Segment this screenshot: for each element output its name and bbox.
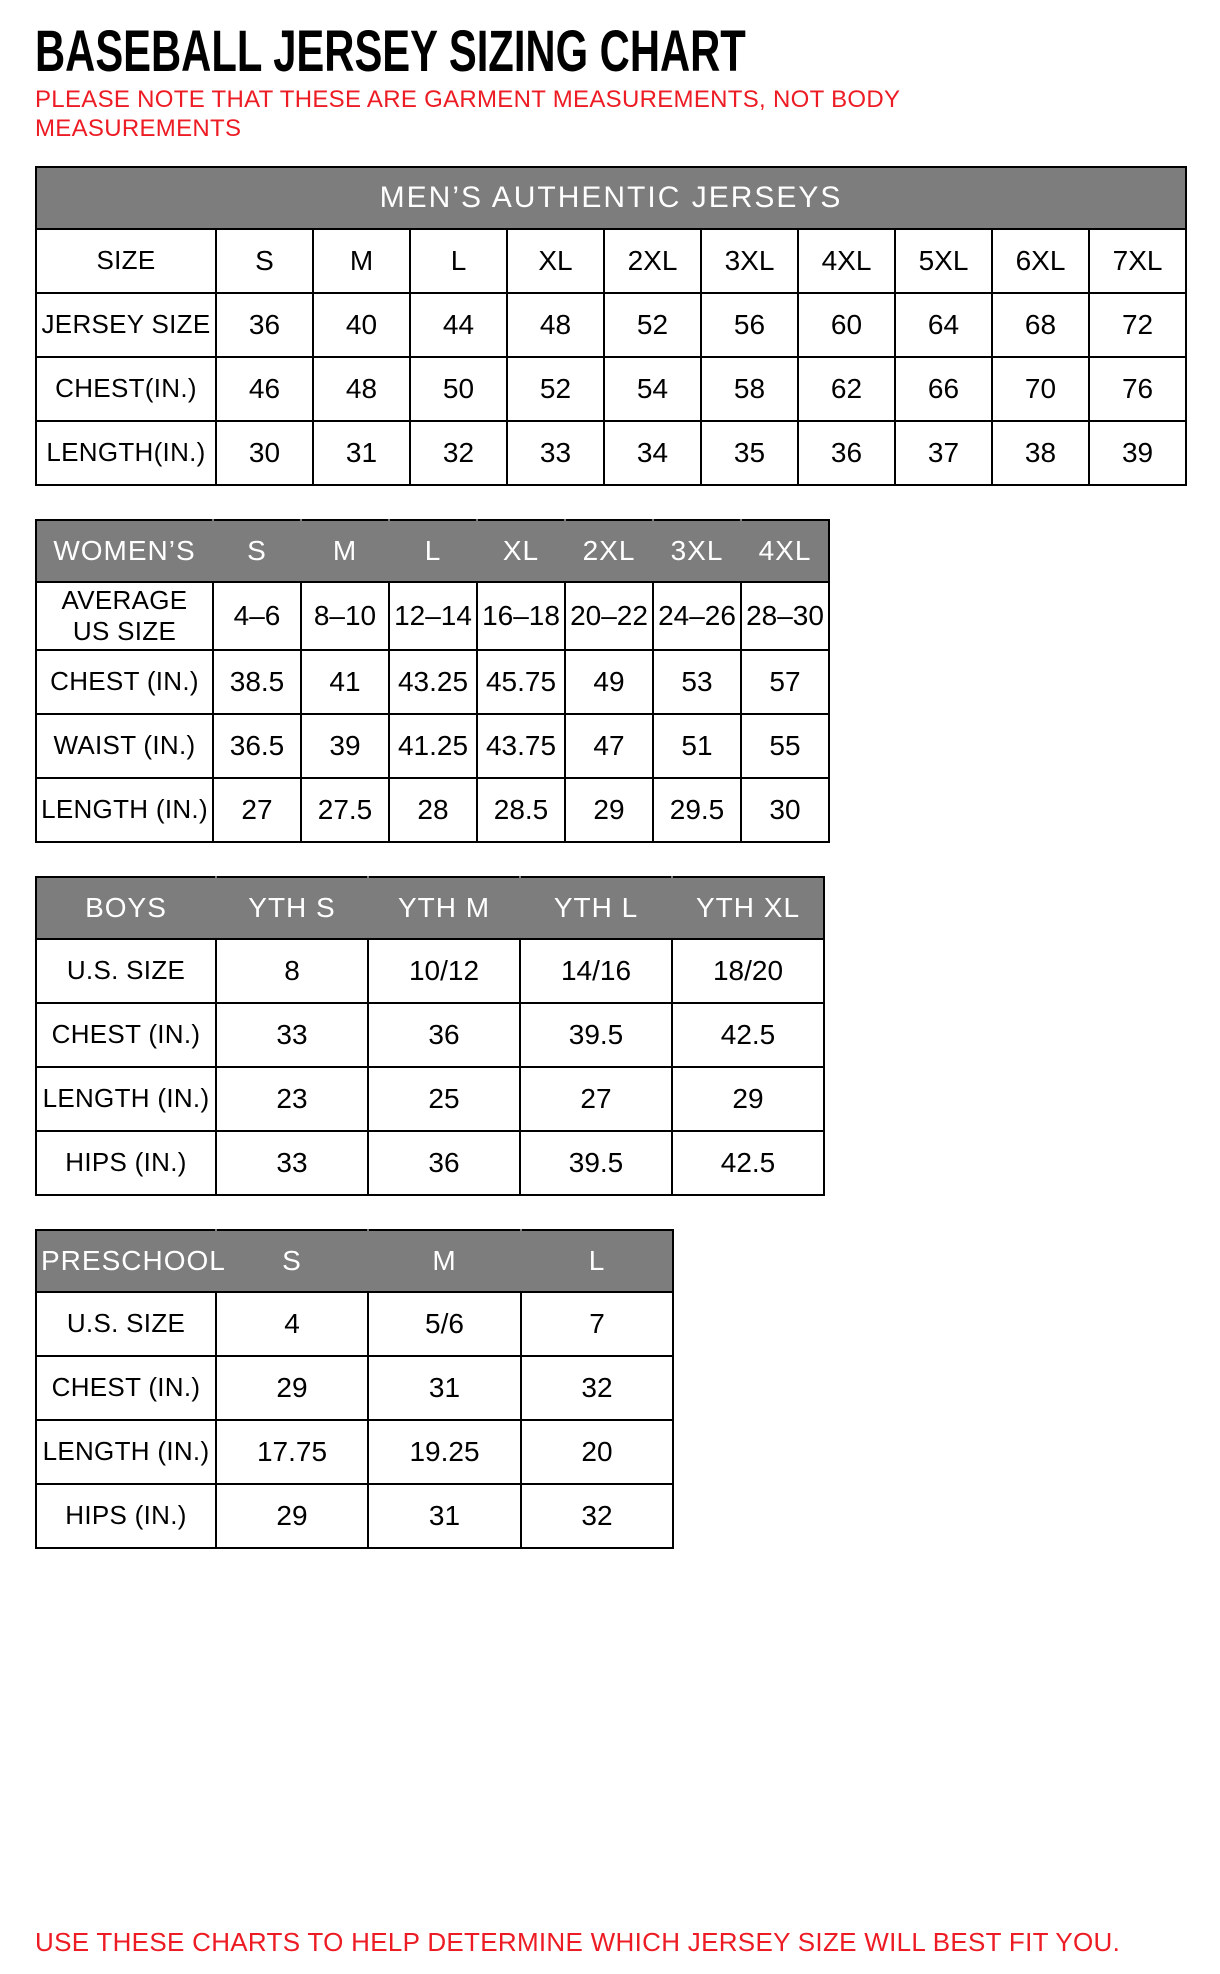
table-cell: 39	[301, 714, 389, 778]
table-cell: 4XL	[798, 229, 895, 293]
table-cell: 36	[368, 1131, 520, 1195]
table-cell: 53	[653, 650, 741, 714]
table-cell: 5XL	[895, 229, 992, 293]
table-cell: 38	[992, 421, 1089, 485]
table-row-size	[36, 229, 1186, 293]
table-header-row	[36, 520, 829, 582]
mens-table-title: MEN’S AUTHENTIC JERSEYS	[36, 167, 1186, 229]
table-row-chest	[36, 357, 1186, 421]
size-header-cell: YTH M	[368, 877, 520, 939]
table-row-average-us-size	[36, 582, 829, 650]
table-cell: 33	[216, 1131, 368, 1195]
table-cell: 32	[521, 1484, 673, 1548]
table-row-length	[36, 421, 1186, 485]
size-header-cell: 3XL	[653, 520, 741, 582]
table-cell: 31	[368, 1356, 521, 1420]
table-cell: 28	[389, 778, 477, 842]
table-cell: 23	[216, 1067, 368, 1131]
row-label: SIZE	[36, 229, 216, 293]
table-cell: 24–26	[653, 582, 741, 650]
row-label: HIPS (IN.)	[36, 1131, 216, 1195]
table-cell: 39.5	[520, 1131, 672, 1195]
row-label: AVERAGE US SIZE	[36, 582, 213, 650]
table-cell: 42.5	[672, 1003, 824, 1067]
row-label: CHEST (IN.)	[36, 1003, 216, 1067]
table-cell: 19.25	[368, 1420, 521, 1484]
table-row-chest	[36, 650, 829, 714]
size-header-cell: M	[301, 520, 389, 582]
table-cell: 33	[507, 421, 604, 485]
table-cell: L	[410, 229, 507, 293]
boys-table-title: BOYS	[36, 877, 216, 939]
row-label: CHEST(IN.)	[36, 357, 216, 421]
table-cell: 38.5	[213, 650, 301, 714]
table-cell: 29	[565, 778, 653, 842]
table-cell: 8–10	[301, 582, 389, 650]
size-header-cell: S	[216, 1230, 368, 1292]
table-cell: 54	[604, 357, 701, 421]
table-cell: 29	[216, 1484, 368, 1548]
table-cell: 28.5	[477, 778, 565, 842]
size-header-cell: L	[389, 520, 477, 582]
table-cell: 7	[521, 1292, 673, 1356]
table-row-length	[36, 1420, 673, 1484]
row-label: WAIST (IN.)	[36, 714, 213, 778]
table-row-length	[36, 778, 829, 842]
table-cell: 64	[895, 293, 992, 357]
womens-table-title: WOMEN’S	[36, 520, 213, 582]
page-title: BASEBALL JERSEY SIZING CHART	[35, 19, 746, 84]
table-cell: 8	[216, 939, 368, 1003]
table-cell: 43.75	[477, 714, 565, 778]
table-cell: 40	[313, 293, 410, 357]
table-cell: 39	[1089, 421, 1186, 485]
table-cell: 56	[701, 293, 798, 357]
womens-jerseys-table	[35, 519, 830, 843]
table-cell: 62	[798, 357, 895, 421]
table-cell: 30	[216, 421, 313, 485]
table-cell: 52	[604, 293, 701, 357]
table-cell: XL	[507, 229, 604, 293]
table-cell: 17.75	[216, 1420, 368, 1484]
table-row-jersey-size	[36, 293, 1186, 357]
row-label: U.S. SIZE	[36, 1292, 216, 1356]
table-cell: 3XL	[701, 229, 798, 293]
size-header-cell: YTH XL	[672, 877, 824, 939]
size-header-cell: XL	[477, 520, 565, 582]
table-row-chest	[36, 1356, 673, 1420]
table-cell: 4	[216, 1292, 368, 1356]
table-cell: 29	[672, 1067, 824, 1131]
table-cell: 48	[313, 357, 410, 421]
table-cell: 51	[653, 714, 741, 778]
size-header-cell: YTH L	[520, 877, 672, 939]
table-cell: 30	[741, 778, 829, 842]
table-cell: 34	[604, 421, 701, 485]
table-cell: 52	[507, 357, 604, 421]
table-cell: 5/6	[368, 1292, 521, 1356]
table-cell: 36	[368, 1003, 520, 1067]
table-cell: 48	[507, 293, 604, 357]
table-cell: 42.5	[672, 1131, 824, 1195]
table-row-length	[36, 1067, 824, 1131]
table-cell: 36	[216, 293, 313, 357]
table-cell: 29	[216, 1356, 368, 1420]
table-cell: 31	[313, 421, 410, 485]
size-header-cell: S	[213, 520, 301, 582]
table-cell: 16–18	[477, 582, 565, 650]
table-cell: 25	[368, 1067, 520, 1131]
fit-advice-note: USE THESE CHARTS TO HELP DETERMINE WHICH JERSEY SIZE WILL BEST FIT YOU.	[35, 1927, 1121, 1957]
table-cell: 57	[741, 650, 829, 714]
row-label: CHEST (IN.)	[36, 650, 213, 714]
table-cell: S	[216, 229, 313, 293]
table-cell: 70	[992, 357, 1089, 421]
table-cell: 33	[216, 1003, 368, 1067]
table-cell: 28–30	[741, 582, 829, 650]
table-cell: 27.5	[301, 778, 389, 842]
size-header-cell: 4XL	[741, 520, 829, 582]
table-row-waist	[36, 714, 829, 778]
table-row-us-size	[36, 939, 824, 1003]
table-cell: 72	[1089, 293, 1186, 357]
table-cell: 66	[895, 357, 992, 421]
table-cell: 27	[520, 1067, 672, 1131]
table-cell: 58	[701, 357, 798, 421]
size-header-cell: YTH S	[216, 877, 368, 939]
table-header-row	[36, 877, 824, 939]
row-label: LENGTH (IN.)	[36, 778, 213, 842]
garment-measurement-note: PLEASE NOTE THAT THESE ARE GARMENT MEASUREMENTS, NOT BODY MEASUREMENTS	[35, 86, 900, 143]
table-cell: 31	[368, 1484, 521, 1548]
table-cell: 20	[521, 1420, 673, 1484]
size-header-cell: L	[521, 1230, 673, 1292]
table-cell: 32	[521, 1356, 673, 1420]
table-cell: 10/12	[368, 939, 520, 1003]
table-cell: 46	[216, 357, 313, 421]
table-cell: 6XL	[992, 229, 1089, 293]
table-cell: 20–22	[565, 582, 653, 650]
table-cell: 76	[1089, 357, 1186, 421]
table-cell: 60	[798, 293, 895, 357]
row-label: LENGTH (IN.)	[36, 1420, 216, 1484]
row-label: CHEST (IN.)	[36, 1356, 216, 1420]
table-row-hips	[36, 1131, 824, 1195]
table-cell: 55	[741, 714, 829, 778]
table-cell: 45.75	[477, 650, 565, 714]
table-cell: 68	[992, 293, 1089, 357]
table-cell: 41	[301, 650, 389, 714]
table-cell: 36	[798, 421, 895, 485]
table-cell: 47	[565, 714, 653, 778]
table-cell: 36.5	[213, 714, 301, 778]
size-header-cell: 2XL	[565, 520, 653, 582]
table-cell: 50	[410, 357, 507, 421]
table-cell: 7XL	[1089, 229, 1186, 293]
table-cell: 35	[701, 421, 798, 485]
table-cell: M	[313, 229, 410, 293]
table-cell: 14/16	[520, 939, 672, 1003]
size-header-cell: M	[368, 1230, 521, 1292]
table-cell: 37	[895, 421, 992, 485]
table-cell: 12–14	[389, 582, 477, 650]
boys-jerseys-table	[35, 876, 825, 1196]
table-header-row	[36, 1230, 673, 1292]
table-cell: 2XL	[604, 229, 701, 293]
row-label: JERSEY SIZE	[36, 293, 216, 357]
row-label: LENGTH(IN.)	[36, 421, 216, 485]
table-cell: 39.5	[520, 1003, 672, 1067]
preschool-jerseys-table	[35, 1229, 674, 1549]
table-row-hips	[36, 1484, 673, 1548]
table-row-chest	[36, 1003, 824, 1067]
table-cell: 4–6	[213, 582, 301, 650]
table-cell: 49	[565, 650, 653, 714]
row-label: U.S. SIZE	[36, 939, 216, 1003]
preschool-table-title: PRESCHOOL	[36, 1230, 216, 1292]
row-label: HIPS (IN.)	[36, 1484, 216, 1548]
table-cell: 18/20	[672, 939, 824, 1003]
table-cell: 41.25	[389, 714, 477, 778]
table-header-row	[36, 167, 1186, 229]
table-cell: 44	[410, 293, 507, 357]
mens-authentic-jerseys-table	[35, 166, 1187, 486]
table-cell: 43.25	[389, 650, 477, 714]
row-label: LENGTH (IN.)	[36, 1067, 216, 1131]
table-cell: 29.5	[653, 778, 741, 842]
table-cell: 27	[213, 778, 301, 842]
table-row-us-size	[36, 1292, 673, 1356]
table-cell: 32	[410, 421, 507, 485]
